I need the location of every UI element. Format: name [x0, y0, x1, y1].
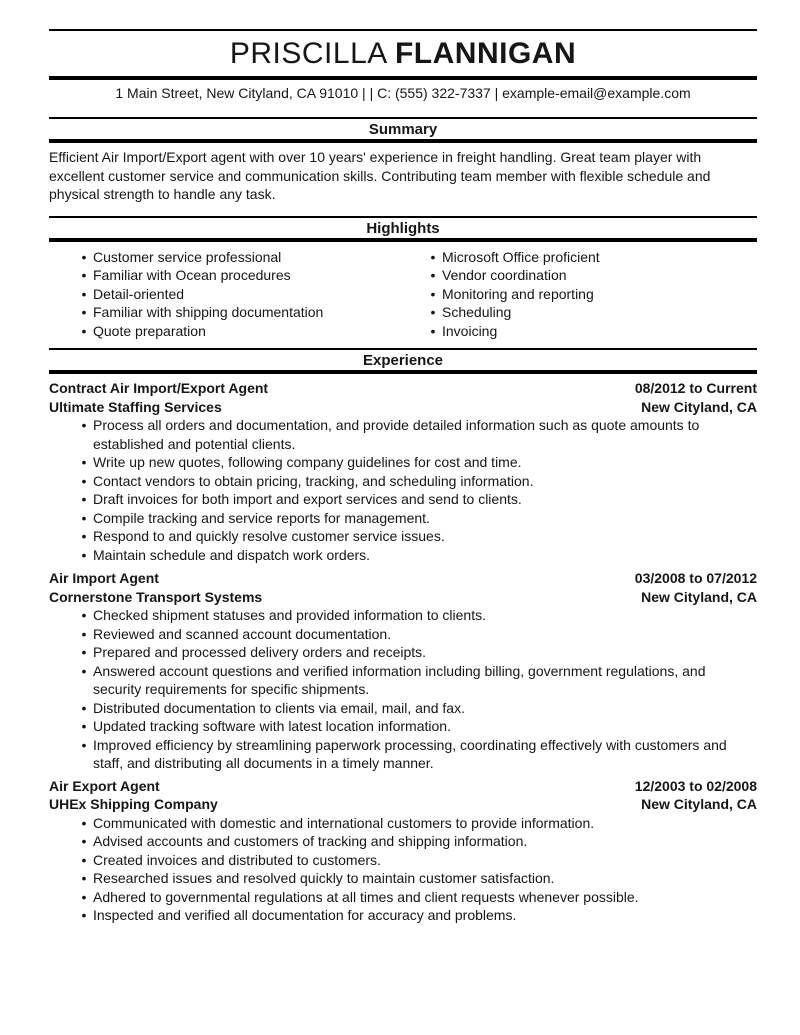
job-bullet [49, 906, 757, 925]
highlight-item [403, 303, 757, 322]
job-bullet [49, 869, 757, 888]
job-bullet-list [49, 814, 757, 925]
job-bullet [49, 888, 757, 907]
highlights-rule-bottom [49, 238, 757, 242]
job-bullet [49, 643, 757, 662]
bullet-icon [75, 546, 93, 565]
bullet-icon [75, 625, 93, 644]
job-company-row [49, 588, 757, 607]
highlight-label: Quote preparation [93, 322, 206, 339]
resume-header [49, 29, 757, 101]
bullet-icon [75, 832, 93, 851]
bullet-icon [75, 717, 93, 736]
bullet-icon [75, 285, 93, 304]
section-experience [49, 348, 757, 925]
bullet-icon [424, 322, 442, 341]
bullet-icon [75, 662, 93, 699]
highlight-label: Customer service professional [93, 248, 282, 265]
job-title: Air Import Agent [49, 570, 159, 586]
job-location: New Cityland, CA [641, 398, 757, 415]
highlight-item [49, 266, 403, 285]
contact-line: 1 Main Street, New Cityland, CA 91010 | | C: (555) 322-7337 | example-email@example.com [115, 85, 691, 101]
bullet-icon [424, 248, 442, 267]
highlights-columns [49, 248, 757, 341]
job-location: New Cityland, CA [641, 796, 757, 812]
summary-rule-top [49, 117, 757, 119]
highlight-label: Invoicing [442, 322, 498, 339]
job-bullet-text: Distributed documentation to clients via email, mail, and fax. [93, 699, 465, 716]
highlight-item [49, 303, 403, 322]
job-bullet-text: Communicated with domestic and international customers to provide information. [93, 814, 595, 831]
bullet-icon [75, 509, 93, 528]
job-company: Ultimate Staffing Services [49, 398, 222, 415]
job-company-row [49, 398, 757, 417]
job-bullet-list [49, 606, 757, 773]
bullet-icon [75, 851, 93, 870]
highlight-item [49, 285, 403, 304]
highlights-column-right [403, 248, 757, 341]
highlight-label: Vendor coordination [442, 267, 567, 283]
job-company: UHEx Shipping Company [49, 796, 218, 812]
job-bullet-list [49, 416, 757, 564]
job-bullet [49, 736, 757, 773]
job-title-row [49, 777, 757, 796]
bullet-icon [424, 285, 442, 304]
job-bullet-text: Write up new quotes, following company guidelines for cost and time. [93, 454, 522, 470]
bullet-icon [75, 453, 93, 472]
experience-rule-bottom [49, 370, 757, 374]
highlight-item [403, 248, 757, 267]
job-bullet-text: Answered account questions and verified information including billing, government regulations, and security requirements for specific shipments. [93, 662, 706, 697]
bullet-icon [75, 266, 93, 285]
name-first: PRISCILLA [229, 37, 387, 70]
job-title: Contract Air Import/Export Agent [49, 380, 269, 396]
highlight-label: Scheduling [442, 304, 512, 320]
name-underline-rule [49, 76, 757, 80]
highlight-item [49, 322, 403, 341]
section-summary [49, 117, 757, 204]
job-bullet-text: Respond to and quickly resolve customer service issues. [93, 528, 445, 544]
job-bullet [49, 472, 757, 491]
job-bullet-text: Prepared and processed delivery orders and receipts. [93, 644, 427, 660]
job-company: Cornerstone Transport Systems [49, 588, 263, 605]
job-bullet [49, 606, 757, 625]
section-highlights [49, 216, 757, 341]
job-bullet-text: Process all orders and documentation, and provide detailed information such as quote amounts to established and potential clients. [93, 417, 700, 452]
bullet-icon [75, 322, 93, 341]
highlights-rule-top [49, 216, 757, 218]
job-title-row [49, 379, 757, 398]
highlight-item [403, 322, 757, 341]
bullet-icon [75, 472, 93, 491]
bullet-icon [424, 266, 442, 285]
bullet-icon [75, 248, 93, 267]
job-dates: 08/2012 to Current [634, 380, 757, 396]
bullet-icon [75, 527, 93, 546]
highlight-label: Familiar with Ocean procedures [93, 267, 291, 283]
job-bullet [49, 717, 757, 736]
bullet-icon [75, 416, 93, 453]
job-entry [49, 777, 757, 925]
highlights-heading: Highlights [366, 219, 440, 237]
job-bullet [49, 527, 757, 546]
bullet-icon [424, 303, 442, 322]
highlight-item [403, 266, 757, 285]
job-bullet [49, 832, 757, 851]
bullet-icon [75, 699, 93, 718]
job-bullet [49, 490, 757, 509]
bullet-icon [75, 736, 93, 773]
highlight-item [403, 285, 757, 304]
summary-paragraph: Efficient Air Import/Export agent with over 10 years' experience in freight handling. Great team player with excellent customer service and communication skills. Contributing team member with flexible schedule and physical strength to handle any task. [49, 149, 711, 202]
job-entry [49, 379, 757, 564]
highlight-label: Familiar with shipping documentation [93, 304, 324, 320]
job-bullet-text: Reviewed and scanned account documentation. [93, 625, 392, 642]
job-bullet [49, 625, 757, 644]
job-title-row [49, 569, 757, 588]
job-bullet-text: Adhered to governmental regulations at all times and client requests whenever possible. [93, 888, 639, 905]
highlights-column-left [49, 248, 403, 341]
job-bullet [49, 416, 757, 453]
job-bullet-text: Advised accounts and customers of tracking and shipping information. [93, 833, 528, 849]
job-bullet-text: Draft invoices for both import and export services and send to clients. [93, 491, 522, 507]
job-bullet [49, 814, 757, 833]
job-bullet-text: Researched issues and resolved quickly to maintain customer satisfaction. [93, 870, 555, 886]
bullet-icon [75, 888, 93, 907]
candidate-name [49, 31, 757, 76]
bullet-icon [75, 869, 93, 888]
summary-heading: Summary [368, 121, 438, 138]
highlight-item [49, 248, 403, 267]
job-bullet [49, 453, 757, 472]
job-entry [49, 569, 757, 773]
highlight-label: Microsoft Office proficient [442, 248, 600, 265]
job-bullet-text: Compile tracking and service reports for management. [93, 509, 430, 526]
experience-rule-top [49, 348, 757, 350]
job-bullet-text: Checked shipment statuses and provided information to clients. [93, 607, 486, 623]
job-bullet [49, 699, 757, 718]
bullet-icon [75, 606, 93, 625]
highlight-label: Detail-oriented [93, 285, 185, 302]
job-bullet [49, 662, 757, 699]
highlight-label: Monitoring and reporting [442, 285, 594, 302]
job-title: Air Export Agent [49, 777, 160, 794]
job-location: New Cityland, CA [641, 588, 757, 605]
job-bullet-text: Contact vendors to obtain pricing, tracking, and scheduling information. [93, 472, 534, 489]
job-company-row [49, 795, 757, 814]
experience-heading: Experience [362, 352, 444, 369]
job-bullet [49, 509, 757, 528]
job-bullet [49, 851, 757, 870]
bullet-icon [75, 814, 93, 833]
summary-rule-bottom [49, 139, 757, 143]
job-bullet-text: Improved efficiency by streamlining paperwork processing, coordinating effectively with customers and staff, and distributing all documents in a timely manner. [93, 736, 727, 771]
job-dates: 03/2008 to 07/2012 [634, 570, 757, 586]
job-bullet [49, 546, 757, 565]
job-bullet-text: Inspected and verified all documentation for accuracy and problems. [93, 907, 517, 923]
job-bullet-text: Updated tracking software with latest location information. [93, 718, 451, 734]
job-dates: 12/2003 to 02/2008 [634, 777, 757, 794]
job-bullet-text: Maintain schedule and dispatch work orders. [93, 546, 371, 563]
bullet-icon [75, 303, 93, 322]
name-last: FLANNIGAN [394, 37, 577, 70]
bullet-icon [75, 643, 93, 662]
job-bullet-text: Created invoices and distributed to customers. [93, 851, 381, 868]
bullet-icon [75, 906, 93, 925]
bullet-icon [75, 490, 93, 509]
